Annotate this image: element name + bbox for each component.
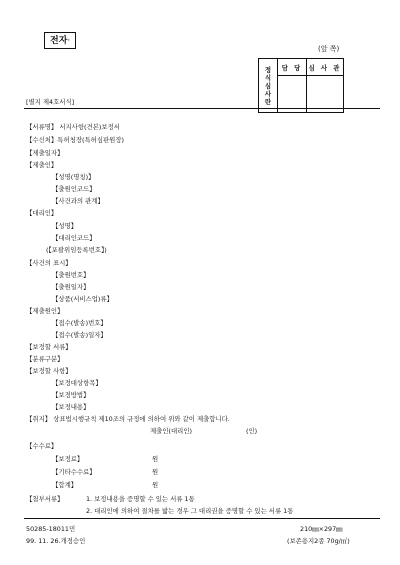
page-side-label: (앞 쪽) bbox=[318, 45, 340, 53]
submit-date-field: 【제출일자】 bbox=[26, 149, 64, 157]
approval-header-officer: 담 당 bbox=[278, 59, 307, 76]
division-field: 【분류구분】 bbox=[26, 355, 64, 363]
case-number-field: 【출원번호】 bbox=[52, 271, 90, 279]
case-field: 【사건의 표시】 bbox=[26, 259, 72, 267]
electronic-stamp bbox=[44, 32, 76, 49]
approval-title-char: 식 bbox=[264, 73, 272, 82]
amend-item-field: 【보정대상항목】 bbox=[52, 379, 102, 387]
seal-mark: (인) bbox=[246, 427, 258, 435]
attachment-item-1: 1. 보정내용을 증명할 수 있는 서류 1통 bbox=[86, 495, 195, 503]
approval-examiner-sign-cell[interactable] bbox=[307, 76, 344, 113]
footer-paper-spec: (보존용지2종 70g/㎡) bbox=[287, 537, 350, 545]
submitter-code-field: 【출원인코드】 bbox=[52, 185, 96, 193]
case-date-field: 【출원일자】 bbox=[52, 283, 90, 291]
fee-field: 【수수료】 bbox=[26, 442, 58, 450]
case-goods-field: 【상품(서비스업)류】 bbox=[52, 295, 113, 303]
origin-number-field: 【접수(발송)번호】 bbox=[52, 319, 107, 327]
bottom-divider bbox=[24, 518, 380, 519]
amend-matter-field: 【보정할 사항】 bbox=[26, 367, 72, 375]
approval-title-char: 사 bbox=[264, 89, 272, 98]
amend-content-field: 【보정내용】 bbox=[52, 403, 90, 411]
approval-title-char: 란 bbox=[264, 97, 272, 106]
recipient-field: 【수신처】특허청장(특허심판원장) bbox=[26, 136, 125, 144]
origin-date-field: 【접수(발송)일자】 bbox=[52, 331, 107, 339]
electronic-stamp-dot: · bbox=[67, 36, 71, 46]
approval-vertical-title bbox=[259, 59, 278, 113]
approval-header-examiner: 심 사 관 bbox=[307, 59, 344, 76]
fee-total-label: 【합계】 bbox=[52, 481, 78, 489]
footer-approval-date: 99. 11. 26.개정승인 bbox=[26, 537, 86, 545]
agent-name-field: 【성명】 bbox=[52, 222, 78, 230]
top-divider bbox=[24, 108, 380, 109]
agent-registration-field: (【포괄위임등록번호】) bbox=[46, 246, 107, 254]
approval-title-char: 정 bbox=[264, 65, 272, 74]
form-reference: [별지 제4호서식] bbox=[26, 98, 75, 106]
submitter-name-field: 【성명(명칭)】 bbox=[52, 173, 95, 181]
agent-code-field: 【대리인코드】 bbox=[52, 234, 96, 242]
fee-amend-label: 【보정료】 bbox=[52, 455, 84, 463]
electronic-stamp-label: 전자 bbox=[50, 36, 68, 46]
amend-method-field: 【보정방법】 bbox=[52, 391, 90, 399]
fee-other-label: 【기타수수료】 bbox=[52, 468, 96, 476]
attachments-label: 【첨부서류】 bbox=[26, 495, 64, 503]
approval-officer-sign-cell[interactable] bbox=[278, 76, 307, 113]
agent-field: 【대리인】 bbox=[26, 209, 58, 217]
footer-paper-size: 210㎜×297㎜ bbox=[300, 525, 343, 533]
doc-name-field: 【서류명】 서지사항(견본)보정서 bbox=[26, 123, 120, 131]
fee-amend-unit: 원 bbox=[152, 455, 159, 463]
fee-total-unit: 원 bbox=[152, 481, 159, 489]
fee-other-unit: 원 bbox=[152, 468, 159, 476]
submitter-field: 【제출인】 bbox=[26, 161, 58, 169]
submitter-relation-field: 【사건과의 관계】 bbox=[52, 197, 104, 205]
signer-label: 제출인(대리인) bbox=[150, 427, 193, 435]
approval-title-char: 심 bbox=[264, 81, 272, 90]
target-document-field: 【보정할 서류】 bbox=[26, 343, 72, 351]
purport-statement: 【취지】 상표법시행규칙 제10조의 규정에 의하여 위와 같이 제출합니다. bbox=[26, 415, 230, 423]
origin-field: 【제출원인】 bbox=[26, 307, 64, 315]
attachment-item-2: 2. 대리인에 의하여 절차를 밟는 경우 그 대리권을 증명할 수 있는 서류 1통 bbox=[86, 507, 294, 515]
footer-form-code: 50285-18011민 bbox=[26, 525, 76, 533]
approval-table bbox=[258, 58, 344, 113]
